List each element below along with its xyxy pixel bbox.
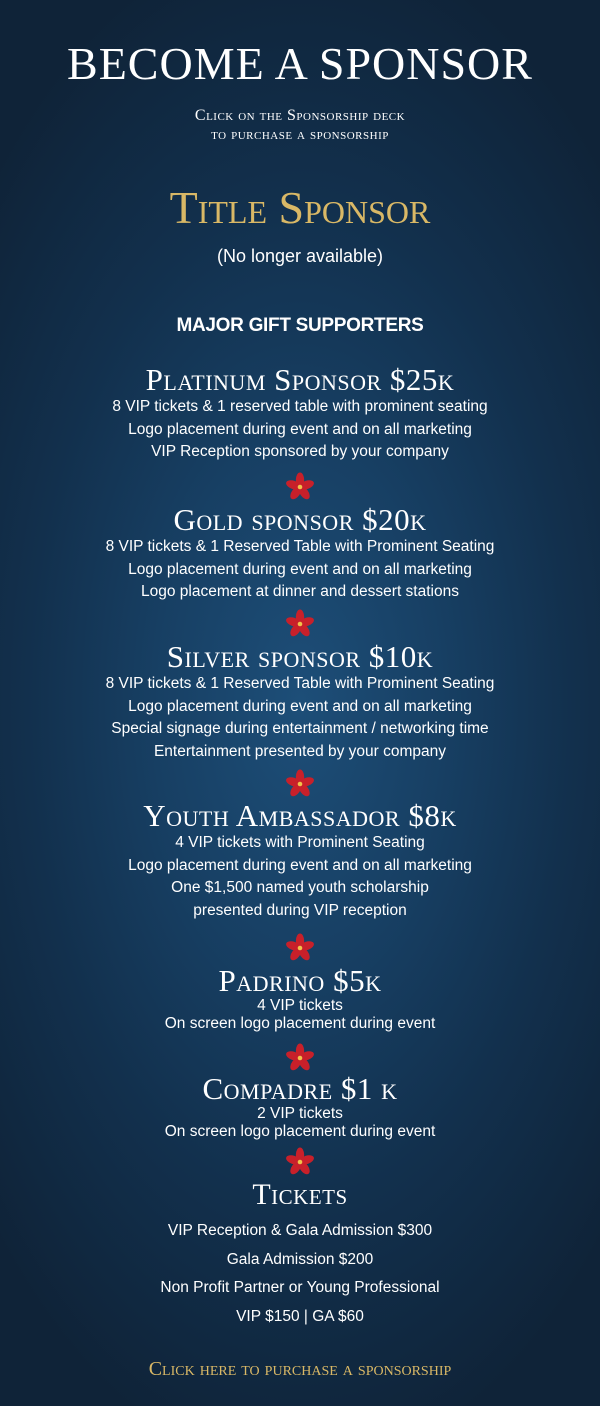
subtitle-line-2: to purchase a sponsorship [211,126,389,143]
tier-benefit: On screen logo placement during event [164,1123,436,1140]
tier-benefit: 8 VIP tickets & 1 reserved table with prominent seating [112,398,488,415]
tier-benefit: VIP Reception sponsored by your company [151,443,449,460]
tier-name: Gold sponsor $20k [173,502,427,537]
tier-benefit: On screen logo placement during event [164,1015,436,1032]
red-flower-icon [285,1043,315,1073]
ticket-line: VIP $150 | GA $60 [236,1308,364,1325]
page-title: BECOME A SPONSOR [67,38,533,89]
red-flower-icon [285,609,315,639]
tier-benefit: Special signage during entertainment / networking time [111,720,489,737]
tickets-heading: Tickets [252,1178,348,1211]
ticket-line: Non Profit Partner or Young Professional [160,1279,440,1296]
tier-compadre [0,1073,600,1141]
subtitle [0,106,600,144]
tier-benefit: One $1,500 named youth scholarship [171,879,429,896]
tier-benefit: Logo placement during event and on all marketing [128,856,472,874]
tier-benefit: Logo placement during event and on all marketing [128,560,472,578]
tier-benefit: Logo placement during event and on all marketing [128,697,472,715]
tier-name: Silver sponsor $10k [166,639,434,674]
tier-silver [0,641,600,763]
subtitle-line-1: Click on the Sponsorship deck [194,107,406,124]
tier-benefit: Logo placement at dinner and dessert stations [141,583,459,600]
ticket-line: VIP Reception & Gala Admission $300 [167,1222,433,1239]
tier-padrino [0,965,600,1033]
tier-benefit: presented during VIP reception [193,901,407,919]
tier-benefit: 2 VIP tickets [257,1105,343,1122]
major-gift-heading: MAJOR GIFT SUPPORTERS [176,315,424,336]
tier-name: Platinum Sponsor $25k [145,362,455,397]
red-flower-icon [285,472,315,502]
tier-benefit: Logo placement during event and on all marketing [128,420,472,438]
red-flower-icon [285,933,315,963]
tier-benefit: Entertainment presented by your company [153,742,447,760]
title-sponsor-heading: Title Sponsor [169,182,431,233]
purchase-sponsorship-link[interactable]: Click here to purchase a sponsorship [148,1358,452,1380]
red-flower-icon [285,769,315,799]
tier-platinum [0,364,600,464]
tier-name: Padrino $5k [218,963,382,998]
title-sponsor-status: (No longer available) [216,246,384,266]
tier-gold [0,504,600,604]
tier-benefit: 8 VIP tickets & 1 Reserved Table with Prominent Seating [105,675,495,692]
tier-benefit: 4 VIP tickets with Prominent Seating [175,834,425,851]
tier-benefit: 4 VIP tickets [257,997,343,1014]
tier-youth-ambassador [0,800,600,922]
tier-name: Youth Ambassador $8k [143,798,457,833]
tier-benefit: 8 VIP tickets & 1 Reserved Table with Prominent Seating [105,538,495,555]
tier-name: Compadre $1 k [202,1071,398,1106]
red-flower-icon [285,1147,315,1177]
ticket-line: Gala Admission $200 [226,1251,374,1268]
